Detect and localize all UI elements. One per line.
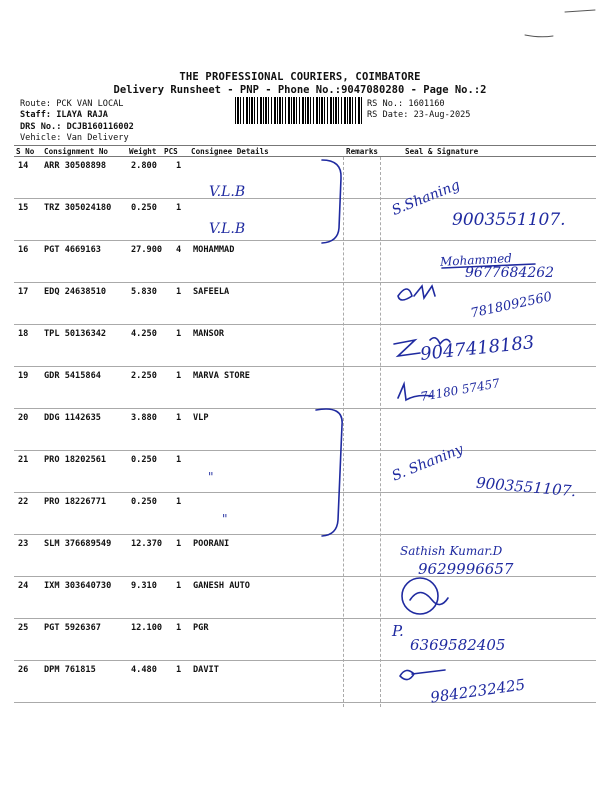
- row-pcs: 1: [176, 539, 182, 549]
- signature-name-25: P.: [392, 622, 404, 640]
- row-weight: 0.250: [131, 497, 157, 507]
- stamp-circle: [402, 578, 438, 614]
- bracket-rows-14-15: [322, 160, 341, 243]
- rs-date: RS Date: 23-Aug-2025: [367, 110, 471, 120]
- row-weight: 2.250: [131, 371, 157, 381]
- row-consignment: PGT 4669163: [44, 245, 101, 255]
- stamp-swoosh: [410, 593, 448, 605]
- row-sno: 15: [18, 203, 29, 213]
- signature-phone-19: 74180 57457: [419, 376, 501, 404]
- row-weight: 0.250: [131, 203, 157, 213]
- company-title: THE PROFESSIONAL COURIERS, COIMBATORE: [179, 71, 421, 83]
- row-pcs: 1: [176, 287, 182, 297]
- row-consignment: ARR 30508898: [44, 161, 107, 171]
- signature-phone-17: 7818092560: [469, 289, 554, 322]
- row-consignee: POORANI: [193, 539, 230, 549]
- row-weight: 12.370: [131, 539, 163, 549]
- row-weight: 5.830: [131, 287, 157, 297]
- signature-phone-18: 9047418183: [419, 332, 536, 365]
- row-sno: 24: [18, 581, 29, 591]
- top-corner-scribble: [525, 35, 553, 37]
- row-sno: 16: [18, 245, 29, 255]
- row-pcs: 1: [176, 413, 182, 423]
- row-sno: 21: [18, 455, 29, 465]
- row-sno: 26: [18, 665, 29, 675]
- row-pcs: 1: [176, 161, 182, 171]
- row-weight: 12.100: [131, 623, 163, 633]
- row-consignee: VLP: [193, 413, 209, 423]
- row-consignment: DDG 1142635: [44, 413, 101, 423]
- row-consignment: PRO 18202561: [44, 455, 107, 465]
- rs-number: RS No.: 1601160: [367, 99, 445, 109]
- row-sno: 20: [18, 413, 29, 423]
- row-consignee: MARVA STORE: [193, 371, 250, 381]
- row-consignment: IXM 303640730: [44, 581, 112, 591]
- signature-phone-23: 9629996657: [418, 560, 514, 578]
- col-remarks: Remarks: [346, 147, 379, 156]
- row-sno: 14: [18, 161, 29, 171]
- row-weight: 9.310: [131, 581, 157, 591]
- row-pcs: 1: [176, 623, 182, 633]
- row-weight: 2.800: [131, 161, 157, 171]
- row-consignment: PGT 5926367: [44, 623, 101, 633]
- col-sno: S No: [16, 147, 35, 156]
- row-pcs: 1: [176, 371, 182, 381]
- staff-text: Staff: ILAYA RAJA: [20, 110, 108, 120]
- row-sno: 22: [18, 497, 29, 507]
- signature-phone-26: 9842232425: [429, 675, 527, 707]
- row-pcs: 1: [176, 203, 182, 213]
- vehicle-text: Vehicle: Van Delivery: [20, 133, 129, 143]
- signature-name-16: Mohammed: [439, 251, 513, 269]
- row-consignment: SLM 376689549: [44, 539, 112, 549]
- signature-name-1: S.Shaning: [389, 177, 463, 219]
- row-pcs: 1: [176, 455, 182, 465]
- signature-26-scribble: [400, 670, 445, 680]
- handwritten-vlb-2: V.L.B: [209, 221, 246, 237]
- handwritten-vlb-1: V.L.B: [209, 184, 246, 200]
- row-pcs: 1: [176, 329, 182, 339]
- row-weight: 0.250: [131, 455, 157, 465]
- row-consignee: DAVIT: [193, 665, 219, 675]
- row-pcs: 1: [176, 665, 182, 675]
- signature-name-2: S. Shaniny: [389, 441, 466, 485]
- signature-17-scribble: [398, 286, 435, 300]
- runsheet-subtitle: Delivery Runsheet - PNP - Phone No.:9047080280 - Page No.:2: [113, 84, 487, 96]
- top-corner-dash: [565, 10, 595, 12]
- row-consignment: DPM 761815: [44, 665, 96, 675]
- bracket-rows-20-22: [316, 409, 342, 536]
- drs-number: DRS No.: DCJB160116002: [20, 122, 134, 132]
- signature-phone-2: 9003551107.: [475, 473, 577, 501]
- row-weight: 4.480: [131, 665, 157, 675]
- row-consignment: EDQ 24638510: [44, 287, 107, 297]
- signature-phone-25: 6369582405: [410, 636, 506, 654]
- col-consignment: Consignment No: [44, 147, 109, 156]
- row-consignment: TRZ 305024180: [44, 203, 112, 213]
- col-weight: Weight: [129, 147, 157, 156]
- row-pcs: 1: [176, 497, 182, 507]
- row-consignee: MANSOR: [193, 329, 225, 339]
- col-pcs: PCS: [164, 147, 178, 156]
- ditto-mark-21: ": [208, 470, 214, 484]
- row-consignee: MOHAMMAD: [193, 245, 235, 255]
- row-consignee: SAFEELA: [193, 287, 230, 297]
- ditto-mark-22: ": [222, 512, 228, 526]
- col-consignee: Consignee Details: [191, 147, 269, 156]
- row-weight: 3.880: [131, 413, 157, 423]
- signature-phone-1: 9003551107.: [452, 210, 566, 230]
- row-weight: 4.250: [131, 329, 157, 339]
- row-consignment: PRO 18226771: [44, 497, 107, 507]
- row-consignee: GANESH AUTO: [193, 581, 250, 591]
- row-sno: 25: [18, 623, 29, 633]
- row-sno: 17: [18, 287, 29, 297]
- col-seal-signature: Seal & Signature: [405, 147, 479, 156]
- row-consignment: TPL 50136342: [44, 329, 107, 339]
- row-consignment: GDR 5415864: [44, 371, 101, 381]
- signature-name-23: Sathish Kumar.D: [400, 544, 503, 558]
- row-sno: 23: [18, 539, 29, 549]
- row-consignee: PGR: [193, 623, 209, 633]
- row-sno: 18: [18, 329, 29, 339]
- route-text: Route: PCK VAN LOCAL: [20, 99, 124, 109]
- row-sno: 19: [18, 371, 29, 381]
- row-weight: 27.900: [131, 245, 163, 255]
- row-pcs: 4: [176, 245, 182, 255]
- signature-phone-16: 9677684262: [465, 265, 555, 281]
- row-pcs: 1: [176, 581, 182, 591]
